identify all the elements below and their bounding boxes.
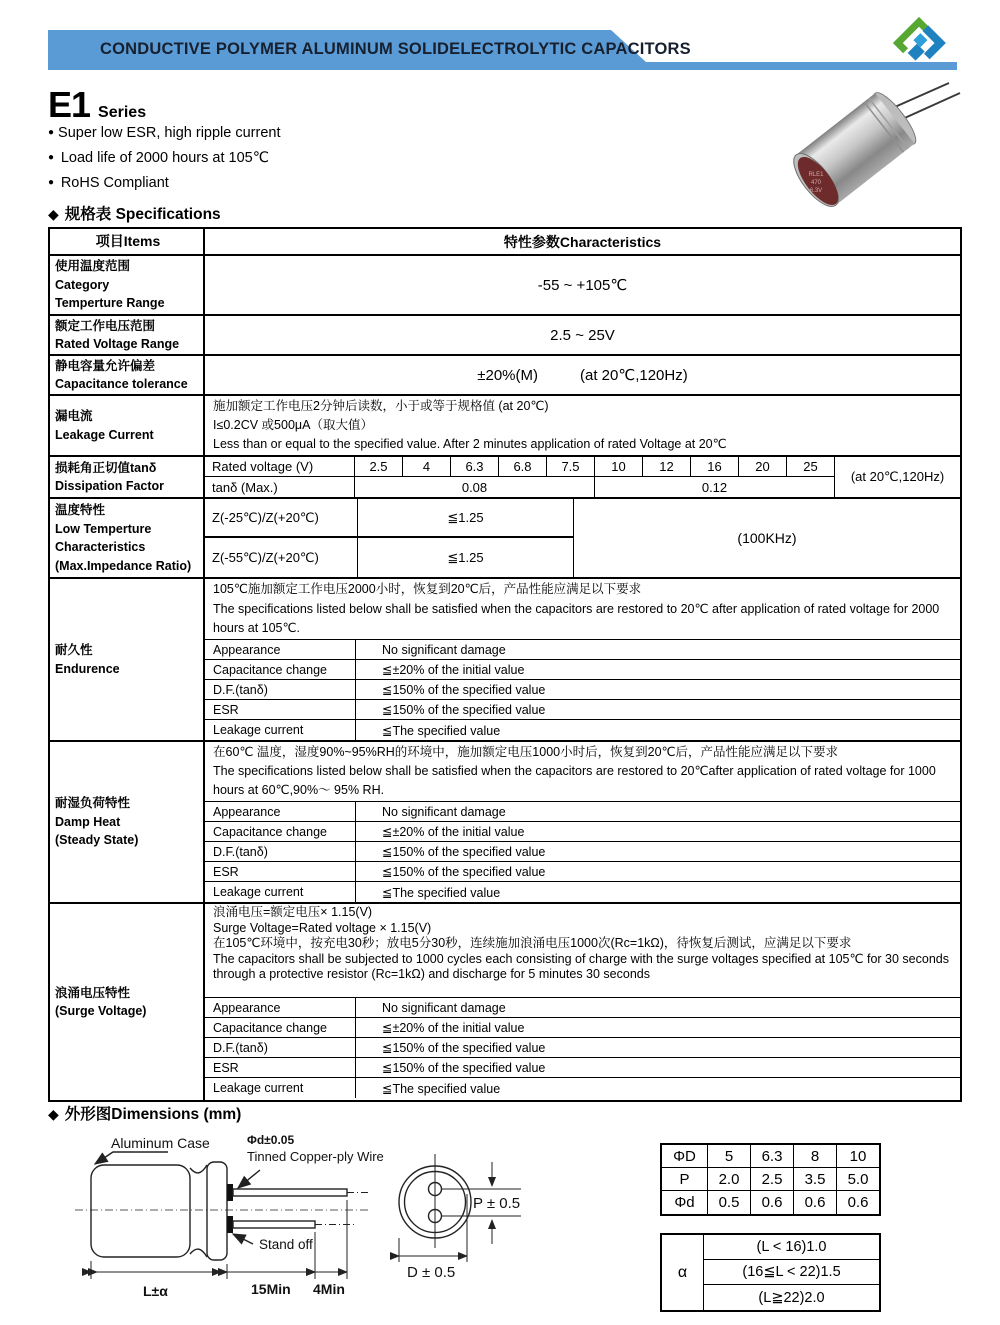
rated-voltage-value: 2.5 ~ 25V <box>550 326 615 344</box>
damp-heat-content <box>205 742 960 902</box>
voltage-cell: 2.5 <box>355 457 403 477</box>
row-label: 额定工作电压范围 Rated Voltage Range <box>50 316 205 354</box>
banner-title: CONDUCTIVE POLYMER ALUMINUM SOLIDELECTROLYTIC CAPACITORS <box>100 40 691 58</box>
label-diameter: D ± 0.5 <box>407 1264 456 1281</box>
leakage-current-text: 施加额定工作电压2分钟后读数，小于或等于规格值 (at 20℃) I≤0.2CV 或500μA（取大值） Less than or equal to the specified value. After 2 minutes application of rated Voltage at 20℃ <box>213 399 727 451</box>
label-15min: 15Min <box>251 1281 291 1297</box>
criteria-row: Leakage current ≦The specified value <box>205 720 960 740</box>
voltage-cell: 6.8 <box>499 457 547 477</box>
row-label: 耐久性 Endurence <box>50 579 205 740</box>
label-wire: Tinned Copper-ply Wire <box>247 1149 384 1164</box>
criteria-row: D.F.(tanδ) ≦150% of the specified value <box>205 680 960 700</box>
series-name: E1 <box>48 84 91 125</box>
voltage-cell: 16 <box>691 457 739 477</box>
criteria-row: Appearance No significant damage <box>205 640 960 660</box>
voltage-cell: 12 <box>643 457 691 477</box>
label-wire-diameter: Φd±0.05 <box>247 1133 295 1147</box>
label-aluminum-case: Aluminum Case <box>111 1135 210 1151</box>
surge-conditions: 浪涌电压=额定电压× 1.15(V) Surge Voltage=Rated voltage × 1.15(V) 在105℃环境中，按充电30秒；放电5分30秒，连续施加浪涌电压1000次(Rc=1kΩ)，待恢复后测试，应满足以下要求 The capacitors shall be subjected to 1000 cycles each consisting of charge with the surge voltages specified at 105℃ for 30 seconds through a protective resistor (Rc=1kΩ) and discharge for 5 minutes 30 seconds <box>205 904 960 998</box>
cap-marking-line3: 6.3V <box>809 188 823 194</box>
lowtemp-grid: Z(-25℃)/Z(+20℃) ≦1.25 (100KHz) Z(-55℃)/Z(+20℃) ≦1.25 <box>205 499 960 577</box>
surge-voltage-content <box>205 904 960 1100</box>
capacitor-photo <box>788 80 1000 218</box>
row-label: 使用温度范围 Category Temperture Range <box>50 256 205 314</box>
dim-header: ΦD <box>662 1145 708 1168</box>
dissipation-grid: Rated voltage (V) 2.5 4 6.3 6.8 7.5 10 12 16 20 25 (at 20℃,120Hz) tanδ (Max.) 0.08 0.12 <box>205 457 960 498</box>
label-4min: 4Min <box>313 1281 345 1297</box>
category-temp-value: -55 ~ +105℃ <box>537 277 628 294</box>
row-label: 损耗角正切值tanδ Dissipation Factor <box>50 457 205 497</box>
alpha-label: α <box>662 1235 704 1310</box>
spec-header-row <box>50 229 960 256</box>
row-label: 浪涌电压特性 (Surge Voltage) <box>50 904 205 1100</box>
dissipation-condition: (at 20℃,120Hz) <box>850 469 945 484</box>
dim-header: P <box>662 1168 708 1191</box>
tan-max-low: 0.08 <box>355 477 595 498</box>
label-length: L±α <box>143 1283 168 1299</box>
criteria-row: Appearance No significant damage <box>205 998 960 1018</box>
criteria-row: Leakage current ≦The specified value <box>205 882 960 902</box>
row-label: 耐湿负荷特性 Damp Heat (Steady State) <box>50 742 205 902</box>
row-leakage-current <box>50 396 960 457</box>
tolerance-value: ±20%(M) (at 20℃,120Hz) <box>477 366 688 384</box>
criteria-row: Capacitance change ≦±20% of the initial value <box>205 822 960 842</box>
row-surge-voltage <box>50 904 960 1100</box>
cap-marking-line1: RLE1 <box>808 172 824 178</box>
row-low-temperature <box>50 499 960 579</box>
row-category-temp-range <box>50 256 960 316</box>
dimension-table: ΦD 5 6.3 8 10 P 2.0 2.5 3.5 5.0 Φd 0.5 0.6 0.6 0.6 <box>660 1143 881 1216</box>
col-header-characteristics: 特性参数Characteristics <box>503 233 662 250</box>
tan-max-high: 0.12 <box>595 477 835 498</box>
criteria-row: Leakage current ≦The specified value <box>205 1078 960 1098</box>
criteria-row: ESR ≦150% of the specified value <box>205 862 960 882</box>
endurance-content <box>205 579 960 740</box>
criteria-row: D.F.(tanδ) ≦150% of the specified value <box>205 1038 960 1058</box>
lowtemp-condition: (100KHz) <box>573 499 960 577</box>
alpha-table: α (L < 16)1.0 (16≦L < 22)1.5 (L≧22)2.0 <box>660 1233 881 1312</box>
damp-heat-conditions: 在60℃ 温度，湿度90%~95%RH的环境中，施加额定电压1000小时后，恢复到20℃后，产品性能应满足以下要求 The specifications listed below shall be satisfied when the capacitors are restored to 20℃after application of rated voltage for 1000 hours at 60℃,90%～ 95% RH. <box>205 742 960 802</box>
row-dissipation-factor <box>50 457 960 499</box>
dimensions-heading: ◆ 外形图Dimensions (mm) <box>48 1106 242 1123</box>
specifications-heading: ◆ 规格表 Specifications <box>48 206 221 223</box>
specifications-table <box>48 227 962 1102</box>
company-logo-icon <box>893 16 949 70</box>
cap-marking-line2: 470 <box>810 180 822 186</box>
dim-header: Φd <box>662 1191 708 1214</box>
voltage-cell: 6.3 <box>451 457 499 477</box>
row-label: 温度特性 Low Temperture Characteristics (Max.Impedance Ratio) <box>50 499 205 577</box>
diamond-icon: ◆ <box>48 1106 59 1122</box>
series-suffix: Series <box>98 104 147 121</box>
voltage-cell: 10 <box>595 457 643 477</box>
row-rated-voltage <box>50 316 960 356</box>
voltage-cell: 25 <box>787 457 835 477</box>
voltage-cell: 4 <box>403 457 451 477</box>
col-header-items: 项目Items <box>50 229 205 254</box>
feature-item: ● Super low ESR, high ripple current <box>48 124 281 141</box>
row-label: 漏电流 Leakage Current <box>50 396 205 455</box>
criteria-row: Capacitance change ≦±20% of the initial value <box>205 1018 960 1038</box>
row-label: 静电容量允许偏差 Capacitance tolerance <box>50 356 205 394</box>
feature-item: ● Load life of 2000 hours at 105℃ <box>48 149 269 166</box>
bullet-icon: ● <box>48 177 57 188</box>
row-capacitance-tolerance <box>50 356 960 396</box>
row-damp-heat <box>50 742 960 904</box>
label-stand-off: Stand off <box>259 1237 313 1252</box>
impedance-ratio-value: ≦1.25 <box>447 549 484 565</box>
criteria-row: D.F.(tanδ) ≦150% of the specified value <box>205 842 960 862</box>
dimensions-drawing <box>55 1128 605 1320</box>
diamond-icon: ◆ <box>48 206 59 222</box>
criteria-row: ESR ≦150% of the specified value <box>205 1058 960 1078</box>
criteria-row: ESR ≦150% of the specified value <box>205 700 960 720</box>
voltage-cell: 20 <box>739 457 787 477</box>
feature-list <box>48 120 281 195</box>
endurance-conditions: 105℃施加额定工作电压2000小时，恢复到20℃后，产品性能应满足以下要求 The specifications listed below shall be satisfied when the capacitors are restored to 20℃ after application of rated voltage for 2000 hours at 105℃. <box>205 579 960 640</box>
impedance-ratio-value: ≦1.25 <box>358 499 573 538</box>
bullet-icon: ● <box>48 152 57 163</box>
bullet-icon: ● <box>48 127 55 138</box>
feature-item: ● RoHS Compliant <box>48 174 169 191</box>
voltage-cell: 7.5 <box>547 457 595 477</box>
criteria-row: Appearance No significant damage <box>205 802 960 822</box>
criteria-row: Capacitance change ≦±20% of the initial value <box>205 660 960 680</box>
row-endurance <box>50 579 960 742</box>
label-pitch: P ± 0.5 <box>473 1195 521 1212</box>
